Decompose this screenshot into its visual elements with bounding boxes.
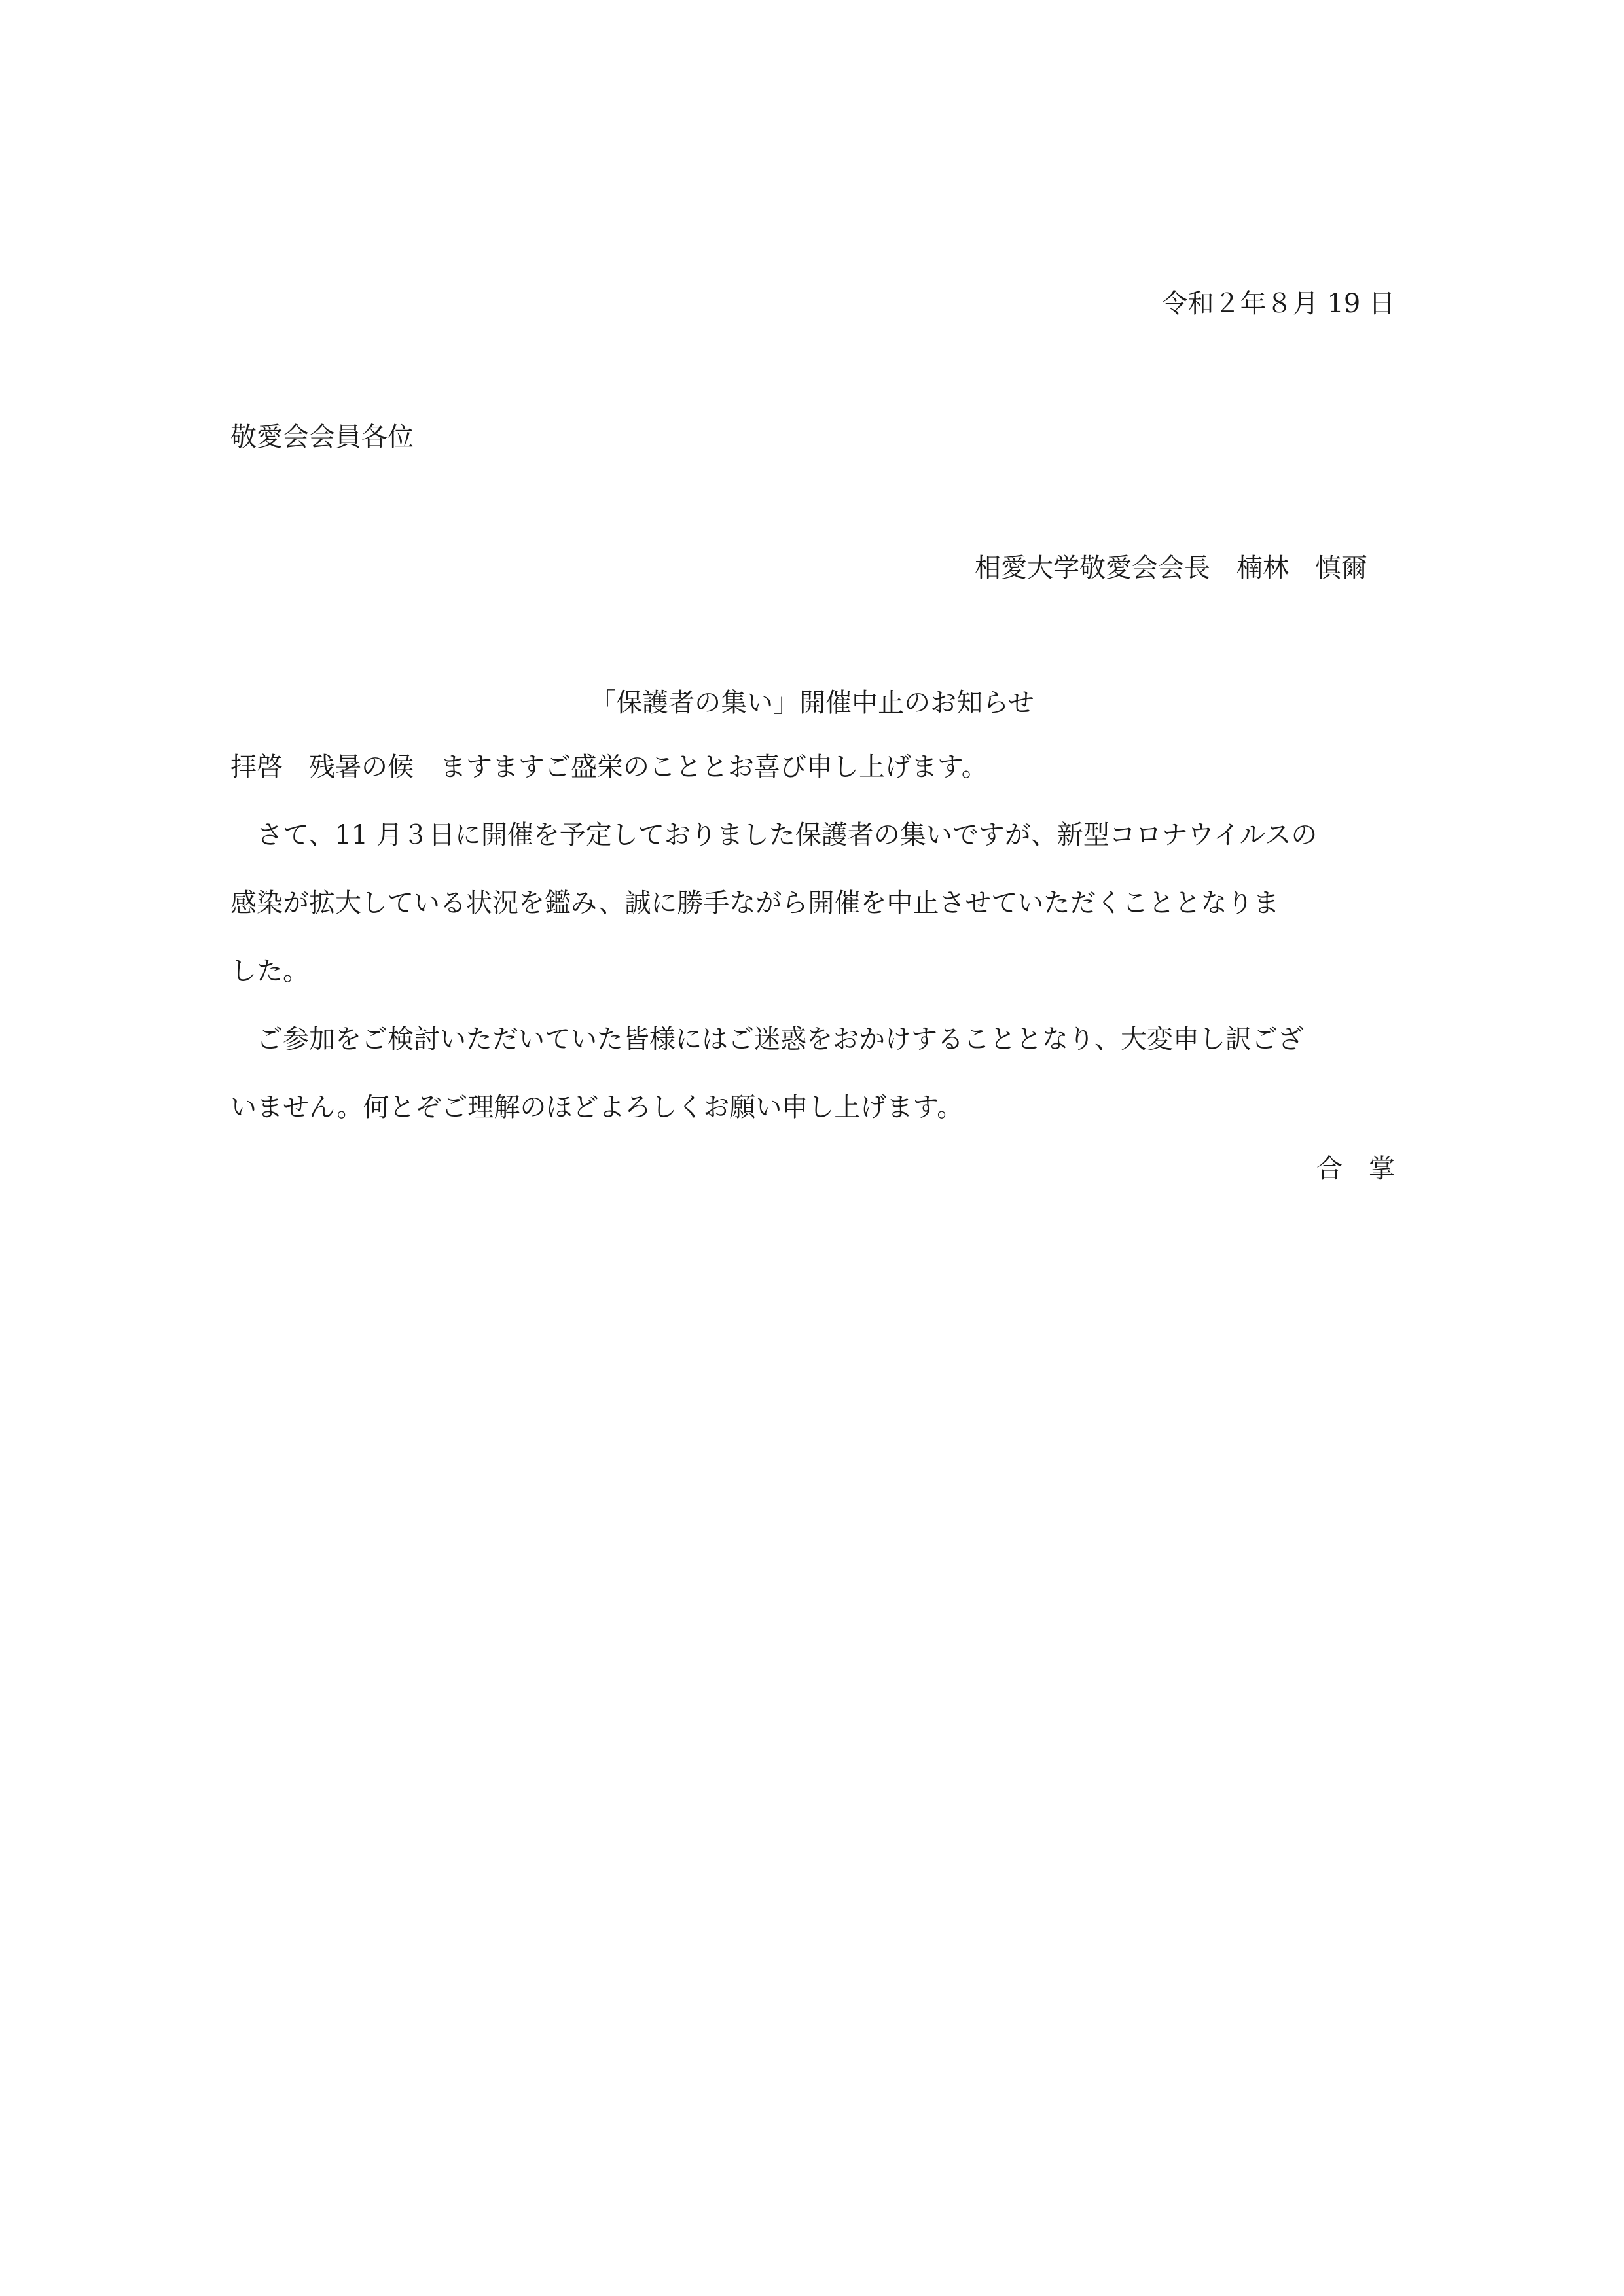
body-line: した。 — [230, 956, 309, 986]
body-line: さて、11 月３日に開催を予定しておりました保護者の集いですが、新型コロナウイルスの — [230, 820, 1318, 850]
body-line: 拝啓 残暑の候 ますますご盛栄のこととお喜び申し上げます。 — [230, 752, 988, 782]
letter-title: 「保護者の集い」開催中止のお知らせ — [590, 688, 1034, 718]
letter-body — [230, 750, 1396, 1158]
body-line: 感染が拡大している状況を鑑み、誠に勝手ながら開催を中止させていただくこととなりま — [230, 888, 1280, 918]
letter-sender: 相愛大学敬愛会会長 楠林 慎爾 — [975, 553, 1367, 583]
letter-closing: 合掌 — [1316, 1154, 1421, 1184]
letter-date: 令和２年８月 19 日 — [1161, 289, 1395, 319]
body-line: ご参加をご検討いただいていた皆様にはご迷惑をおかけすることとなり、大変申し訳ござ — [230, 1024, 1304, 1054]
letter-recipient: 敬愛会会員各位 — [230, 422, 414, 452]
body-line: いません。何とぞご理解のほどよろしくお願い申し上げます。 — [230, 1092, 964, 1122]
